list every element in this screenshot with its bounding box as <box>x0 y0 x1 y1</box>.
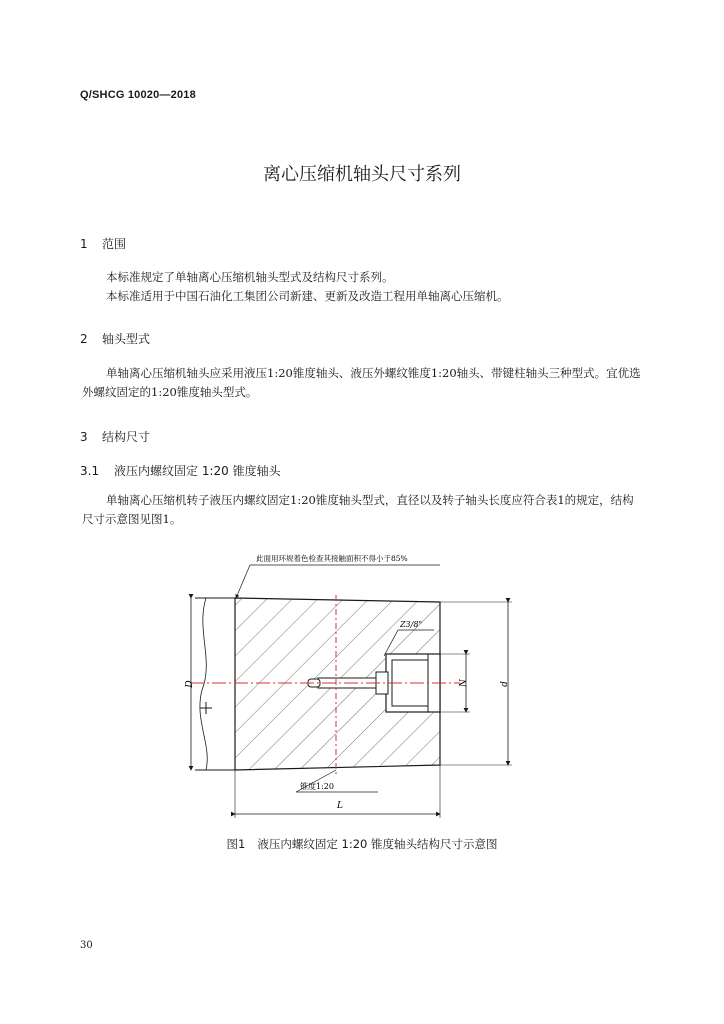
surface-note <box>236 553 440 598</box>
page-number: 30 <box>80 940 93 951</box>
dimension-L <box>235 765 440 818</box>
standard-number: Q/SHCG 10020—2018 <box>80 89 196 101</box>
section-2-number: 2 <box>80 332 88 346</box>
dim-D-label: D <box>185 680 195 688</box>
dim-d-label: d <box>500 681 510 687</box>
dimension-D <box>185 598 195 770</box>
surface-note-text: 此面用环规着色检查其接触面积不得小于85% <box>256 554 408 563</box>
figure-number: 图1 <box>226 837 246 851</box>
break-region <box>195 598 235 770</box>
section-1-paragraph: 本标准适用于中国石油化工集团公司新建、更新及改造工程用单轴离心压缩机。 <box>106 289 509 303</box>
figure-caption <box>0 836 724 852</box>
section-3-number: 3 <box>80 430 88 444</box>
taper-label: 锥度1:20 <box>300 782 334 791</box>
dim-N-label: N <box>459 679 469 687</box>
document-title: 离心压缩机轴头尺寸系列 <box>263 164 461 185</box>
subsection-3-1-title: 液压内螺纹固定 1:20 锥度轴头 <box>114 464 281 478</box>
subsection-3-1-paragraph: 单轴离心压缩机转子液压内螺纹固定1:20锥度轴头型式，直径以及转子轴头长度应符合表1的规定，结构尺寸示意图见图1。 <box>82 493 634 526</box>
thread-label: Z3/8" <box>400 620 423 629</box>
dimension-d <box>440 602 512 765</box>
section-2-title: 轴头型式 <box>102 332 151 346</box>
taper-leader <box>296 770 378 792</box>
dim-L-label: L <box>337 801 343 811</box>
section-2-paragraph: 单轴离心压缩机轴头应采用液压1:20锥度轴头、液压外螺纹锥度1:20轴头、带键柱轴头三种型式。宜优选外螺纹固定的1:20锥度轴头型式。 <box>82 366 641 399</box>
section-3-title: 结构尺寸 <box>102 430 151 444</box>
figure-caption-text: 液压内螺纹固定 1:20 锥度轴头结构尺寸示意图 <box>257 837 498 851</box>
section-1-paragraph: 本标准规定了单轴离心压缩机轴头型式及结构尺寸系列。 <box>106 270 394 284</box>
section-1-title: 范围 <box>102 237 127 251</box>
section-1-number: 1 <box>80 237 88 251</box>
subsection-3-1-number: 3.1 <box>80 464 100 478</box>
